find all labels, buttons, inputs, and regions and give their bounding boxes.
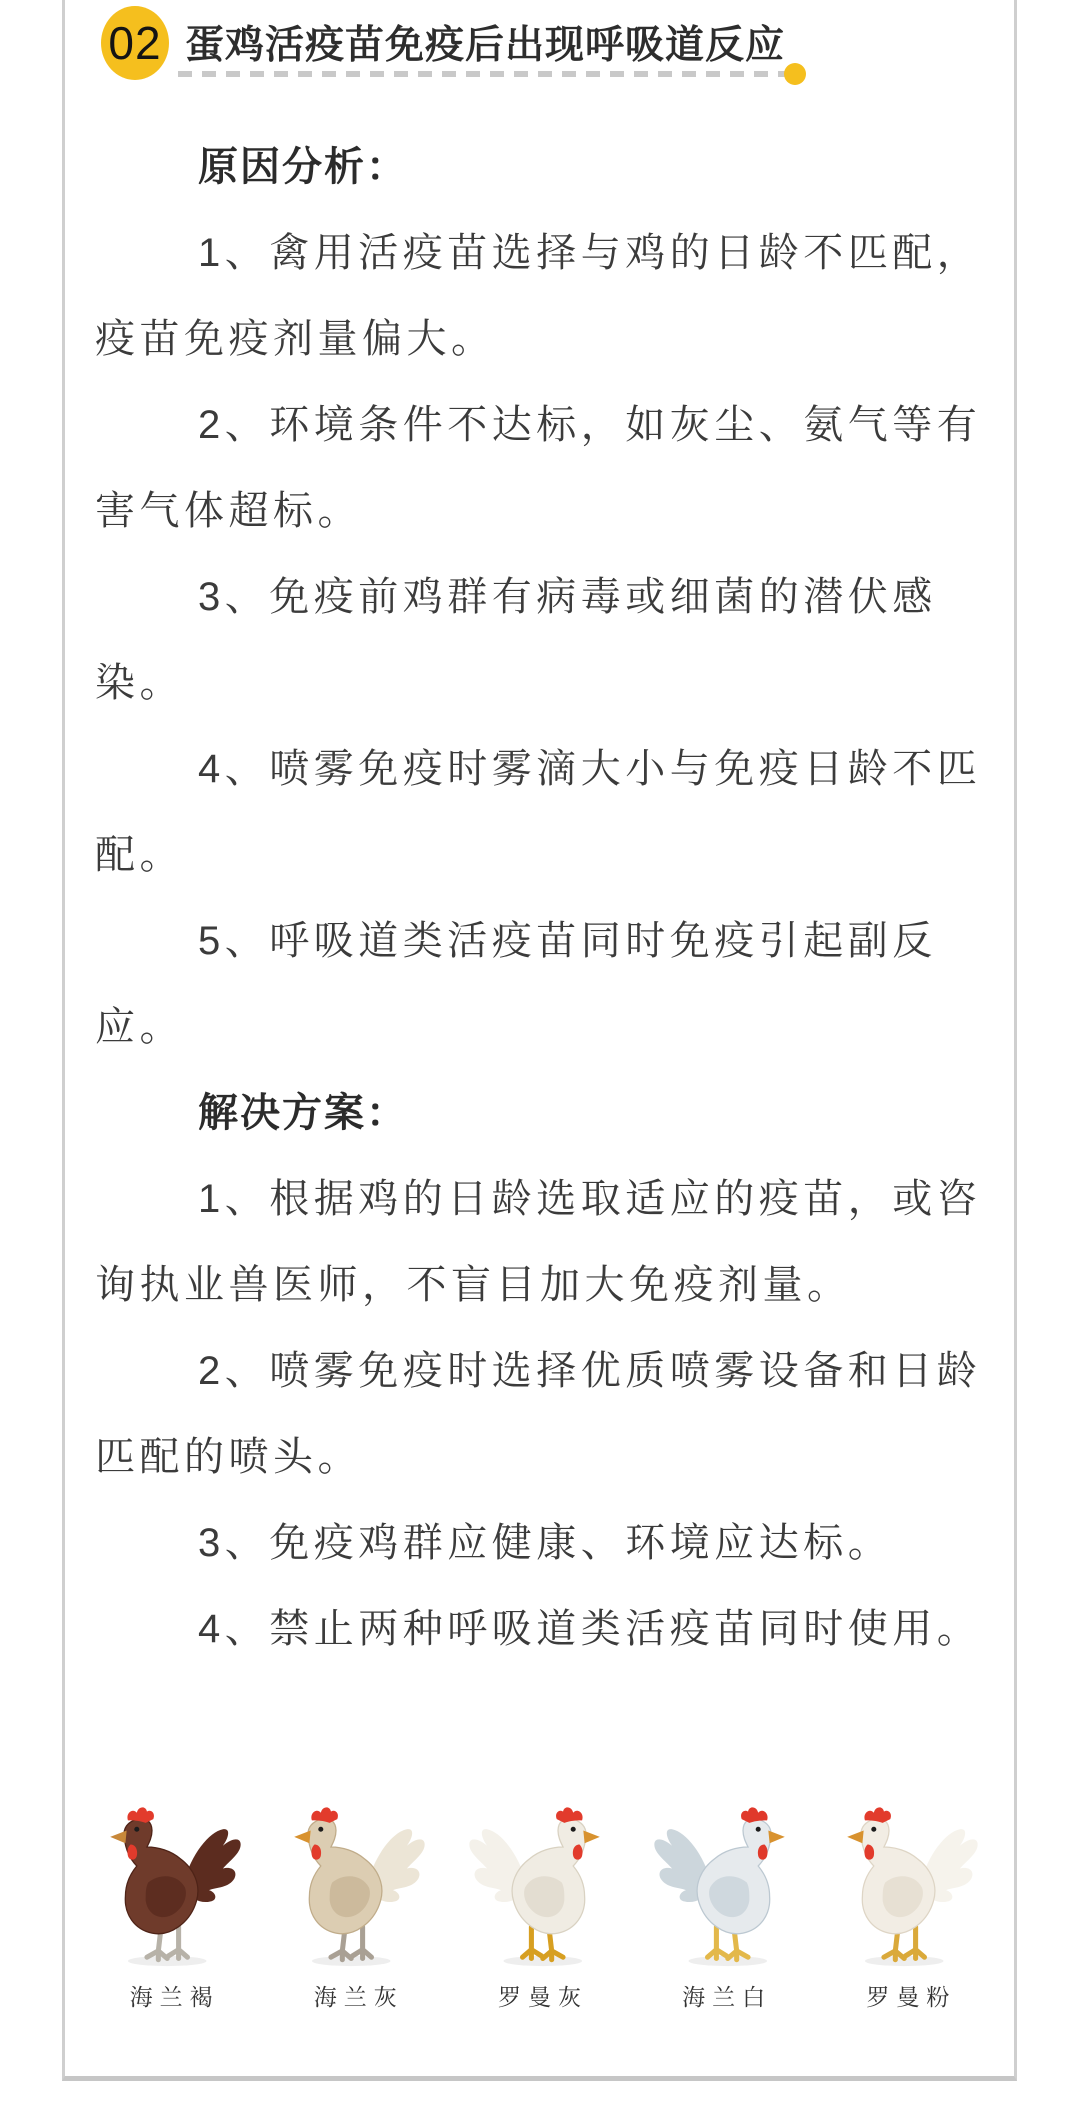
chicken-breed-label: 海兰褐: [129, 1984, 220, 2010]
content-box: [62, 0, 1017, 2081]
text-line: 4、喷雾免疫时雾滴大小与免疫日龄不匹: [198, 747, 982, 791]
chicken-image: [279, 1801, 431, 1969]
chicken-breed-label: 罗曼粉: [866, 1984, 957, 2010]
text-line: 染。: [95, 661, 184, 705]
chicken-image: [832, 1801, 984, 1969]
chicken-breed-label: 海兰灰: [313, 1984, 404, 2010]
text-line: 2、喷雾免疫时选择优质喷雾设备和日龄: [198, 1349, 982, 1393]
article-body: [95, 124, 1003, 1672]
chicken-image: [648, 1801, 800, 1969]
text-line: 疫苗免疫剂量偏大。: [95, 317, 496, 361]
chicken-figure: [80, 1801, 262, 2012]
text-line: 应。: [95, 1005, 184, 1049]
chicken-breed-label: 海兰白: [682, 1984, 773, 2010]
chicken-image: [95, 1801, 247, 1969]
chicken-breed-label: 罗曼灰: [497, 1984, 588, 2010]
section-number: 02: [108, 17, 162, 69]
section-title: 蛋鸡活疫苗免疫后出现呼吸道反应: [185, 24, 786, 67]
text-line: 1、禽用活疫苗选择与鸡的日龄不匹配，: [198, 231, 982, 275]
section-heading: 解决方案：: [198, 1091, 408, 1135]
text-line: 配。: [95, 833, 184, 877]
text-line: 害气体超标。: [95, 489, 362, 533]
dashed-divider: [178, 71, 790, 77]
chicken-figure: [448, 1801, 630, 2012]
chicken-figure: [817, 1801, 999, 2012]
text-line: 2、环境条件不达标，如灰尘、氨气等有: [198, 403, 982, 447]
text-line: 1、根据鸡的日龄选取适应的疫苗，或咨: [198, 1177, 982, 1221]
chicken-breeds-row: [65, 1772, 1014, 2012]
text-line: 4、禁止两种呼吸道类活疫苗同时使用。: [198, 1607, 982, 1651]
chicken-figure: [264, 1801, 446, 2012]
chicken-image: [463, 1801, 615, 1969]
text-line: 5、呼吸道类活疫苗同时免疫引起副反: [198, 919, 937, 963]
text-line: 3、免疫前鸡群有病毒或细菌的潜伏感: [198, 575, 937, 619]
text-line: 3、免疫鸡群应健康、环境应达标。: [198, 1521, 893, 1565]
section-heading: 原因分析：: [198, 145, 408, 189]
text-line: 询执业兽医师，不盲目加大免疫剂量。: [95, 1263, 852, 1307]
yellow-dot: [784, 63, 806, 85]
section-number-badge: [101, 6, 169, 80]
chicken-figure: [633, 1801, 815, 2012]
text-line: 匹配的喷头。: [95, 1435, 362, 1479]
